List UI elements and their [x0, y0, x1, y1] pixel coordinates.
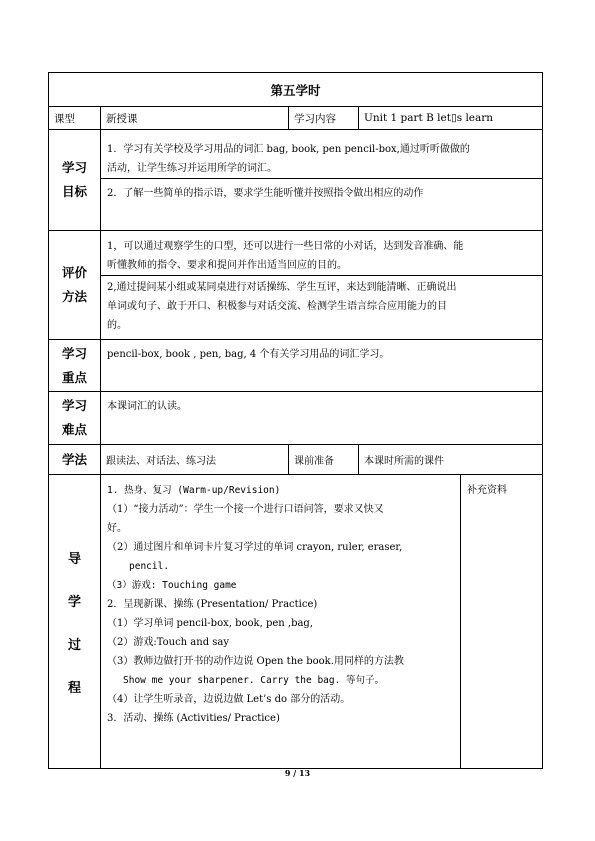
difficulty-label-line2: 难点 — [61, 422, 87, 437]
guide-line — [101, 671, 460, 690]
difficulty-text: 本课词汇的认读。 — [107, 401, 187, 412]
supplement-label: 补充资料 — [467, 485, 507, 496]
objective-line: 1．学习有关学校及学习用品的词汇 bag, book, pen pencil-box,通过听听做做的 — [107, 144, 470, 155]
guide-line: 好。 — [107, 523, 127, 534]
focus-label — [49, 340, 101, 392]
supplement-cell — [461, 475, 543, 769]
focus-content — [101, 340, 543, 392]
method-value: 跟读法、对话法、练习法 — [101, 445, 289, 475]
objectives-label-line2: 目标 — [61, 184, 87, 199]
evaluation-line: 听懂教师的指令、要求和提问并作出适当回应的目的。 — [107, 260, 347, 271]
objectives-content — [101, 130, 543, 231]
guide-content — [101, 475, 461, 769]
guide-line: （1）“接力活动”：学生一个接一个进行口语问答，要求又快又 — [107, 504, 384, 515]
evaluation-line: 2,通过提问某小组或某同桌进行对话操练、学生互评，来达到能清晰、正确说出 — [107, 282, 457, 293]
lesson-type-label: 课型 — [49, 107, 101, 130]
guide-label-char: 导 — [67, 551, 81, 567]
guide-line-text: Show me your sharpener. Carry the bag. 等句子。 — [123, 675, 385, 686]
guide-line: 2．呈现新课、操练 (Presentation/ Practice) — [107, 599, 318, 610]
lesson-plan-table — [48, 72, 543, 769]
prep-label: 课前准备 — [289, 445, 359, 475]
evaluation-label-line2: 方法 — [61, 289, 87, 304]
lesson-type-value: 新授课 — [101, 107, 289, 130]
guide-line-text: 1. 热身、复习 (Warm-up/Revision) — [107, 485, 281, 496]
focus-text: pencil-box, book , pen, bag, 4 个有关学习用品的词汇学习。 — [107, 349, 390, 360]
difficulty-label-line1: 学习 — [61, 398, 87, 413]
guide-line-text: （3）游戏: Touching game — [107, 580, 237, 591]
prep-value: 本课时所需的课件 — [359, 445, 543, 475]
guide-line — [101, 557, 460, 576]
guide-line: （1）学习单词 pencil-box, book, pen ,bag, — [107, 618, 314, 629]
guide-line: 3．活动、操练 (Activities/ Practice) — [107, 713, 280, 724]
method-label: 学法 — [49, 445, 101, 475]
evaluation-label — [49, 231, 101, 340]
evaluation-label-line1: 评价 — [61, 265, 87, 280]
guide-label — [49, 475, 101, 769]
content-label: 学习内容 — [289, 107, 359, 130]
evaluation-line: 1，可以通过观察学生的口型，还可以进行一些日常的小对话，达到发音准确、能 — [107, 241, 464, 252]
objective-line: 活动，让学生练习并运用所学的词汇。 — [107, 163, 277, 174]
objective-line: 2．了解一些简单的指示语，要求学生能听懂并按照指令做出相应的动作 — [107, 188, 424, 199]
objectives-label-line1: 学习 — [61, 160, 87, 175]
guide-line: （2）通过图片和单词卡片复习学过的单词 crayon, ruler, eraser, — [107, 542, 403, 553]
guide-line: （3）教师边做打开书的动作边说 Open the book.用同样的方法教 — [107, 656, 404, 667]
focus-label-line2: 重点 — [61, 369, 87, 385]
guide-line — [101, 475, 460, 500]
evaluation-line: 单词或句子、敢于开口、积极参与对话交流、检测学生语言综合应用能力的目 — [107, 301, 447, 312]
objectives-label — [49, 130, 101, 231]
difficulty-content — [101, 392, 543, 445]
guide-line: （2）游戏:Touch and say — [107, 637, 230, 648]
evaluation-content — [101, 231, 543, 340]
difficulty-label — [49, 392, 101, 445]
guide-line: （4）让学生听录音，边说边做 Let’s do 部分的活动。 — [107, 694, 351, 705]
guide-label-char: 程 — [67, 680, 81, 696]
content-value: Unit 1 part B let▯s learn — [359, 107, 543, 130]
evaluation-line: 的。 — [107, 320, 127, 331]
guide-line-text: pencil. — [129, 561, 170, 572]
page-title: 第五学时 — [49, 73, 543, 107]
guide-label-char: 过 — [67, 637, 81, 653]
guide-label-char: 学 — [67, 594, 81, 610]
focus-label-line1: 学习 — [61, 345, 87, 361]
guide-line — [101, 576, 460, 595]
page-number: 9 / 13 — [284, 768, 311, 778]
